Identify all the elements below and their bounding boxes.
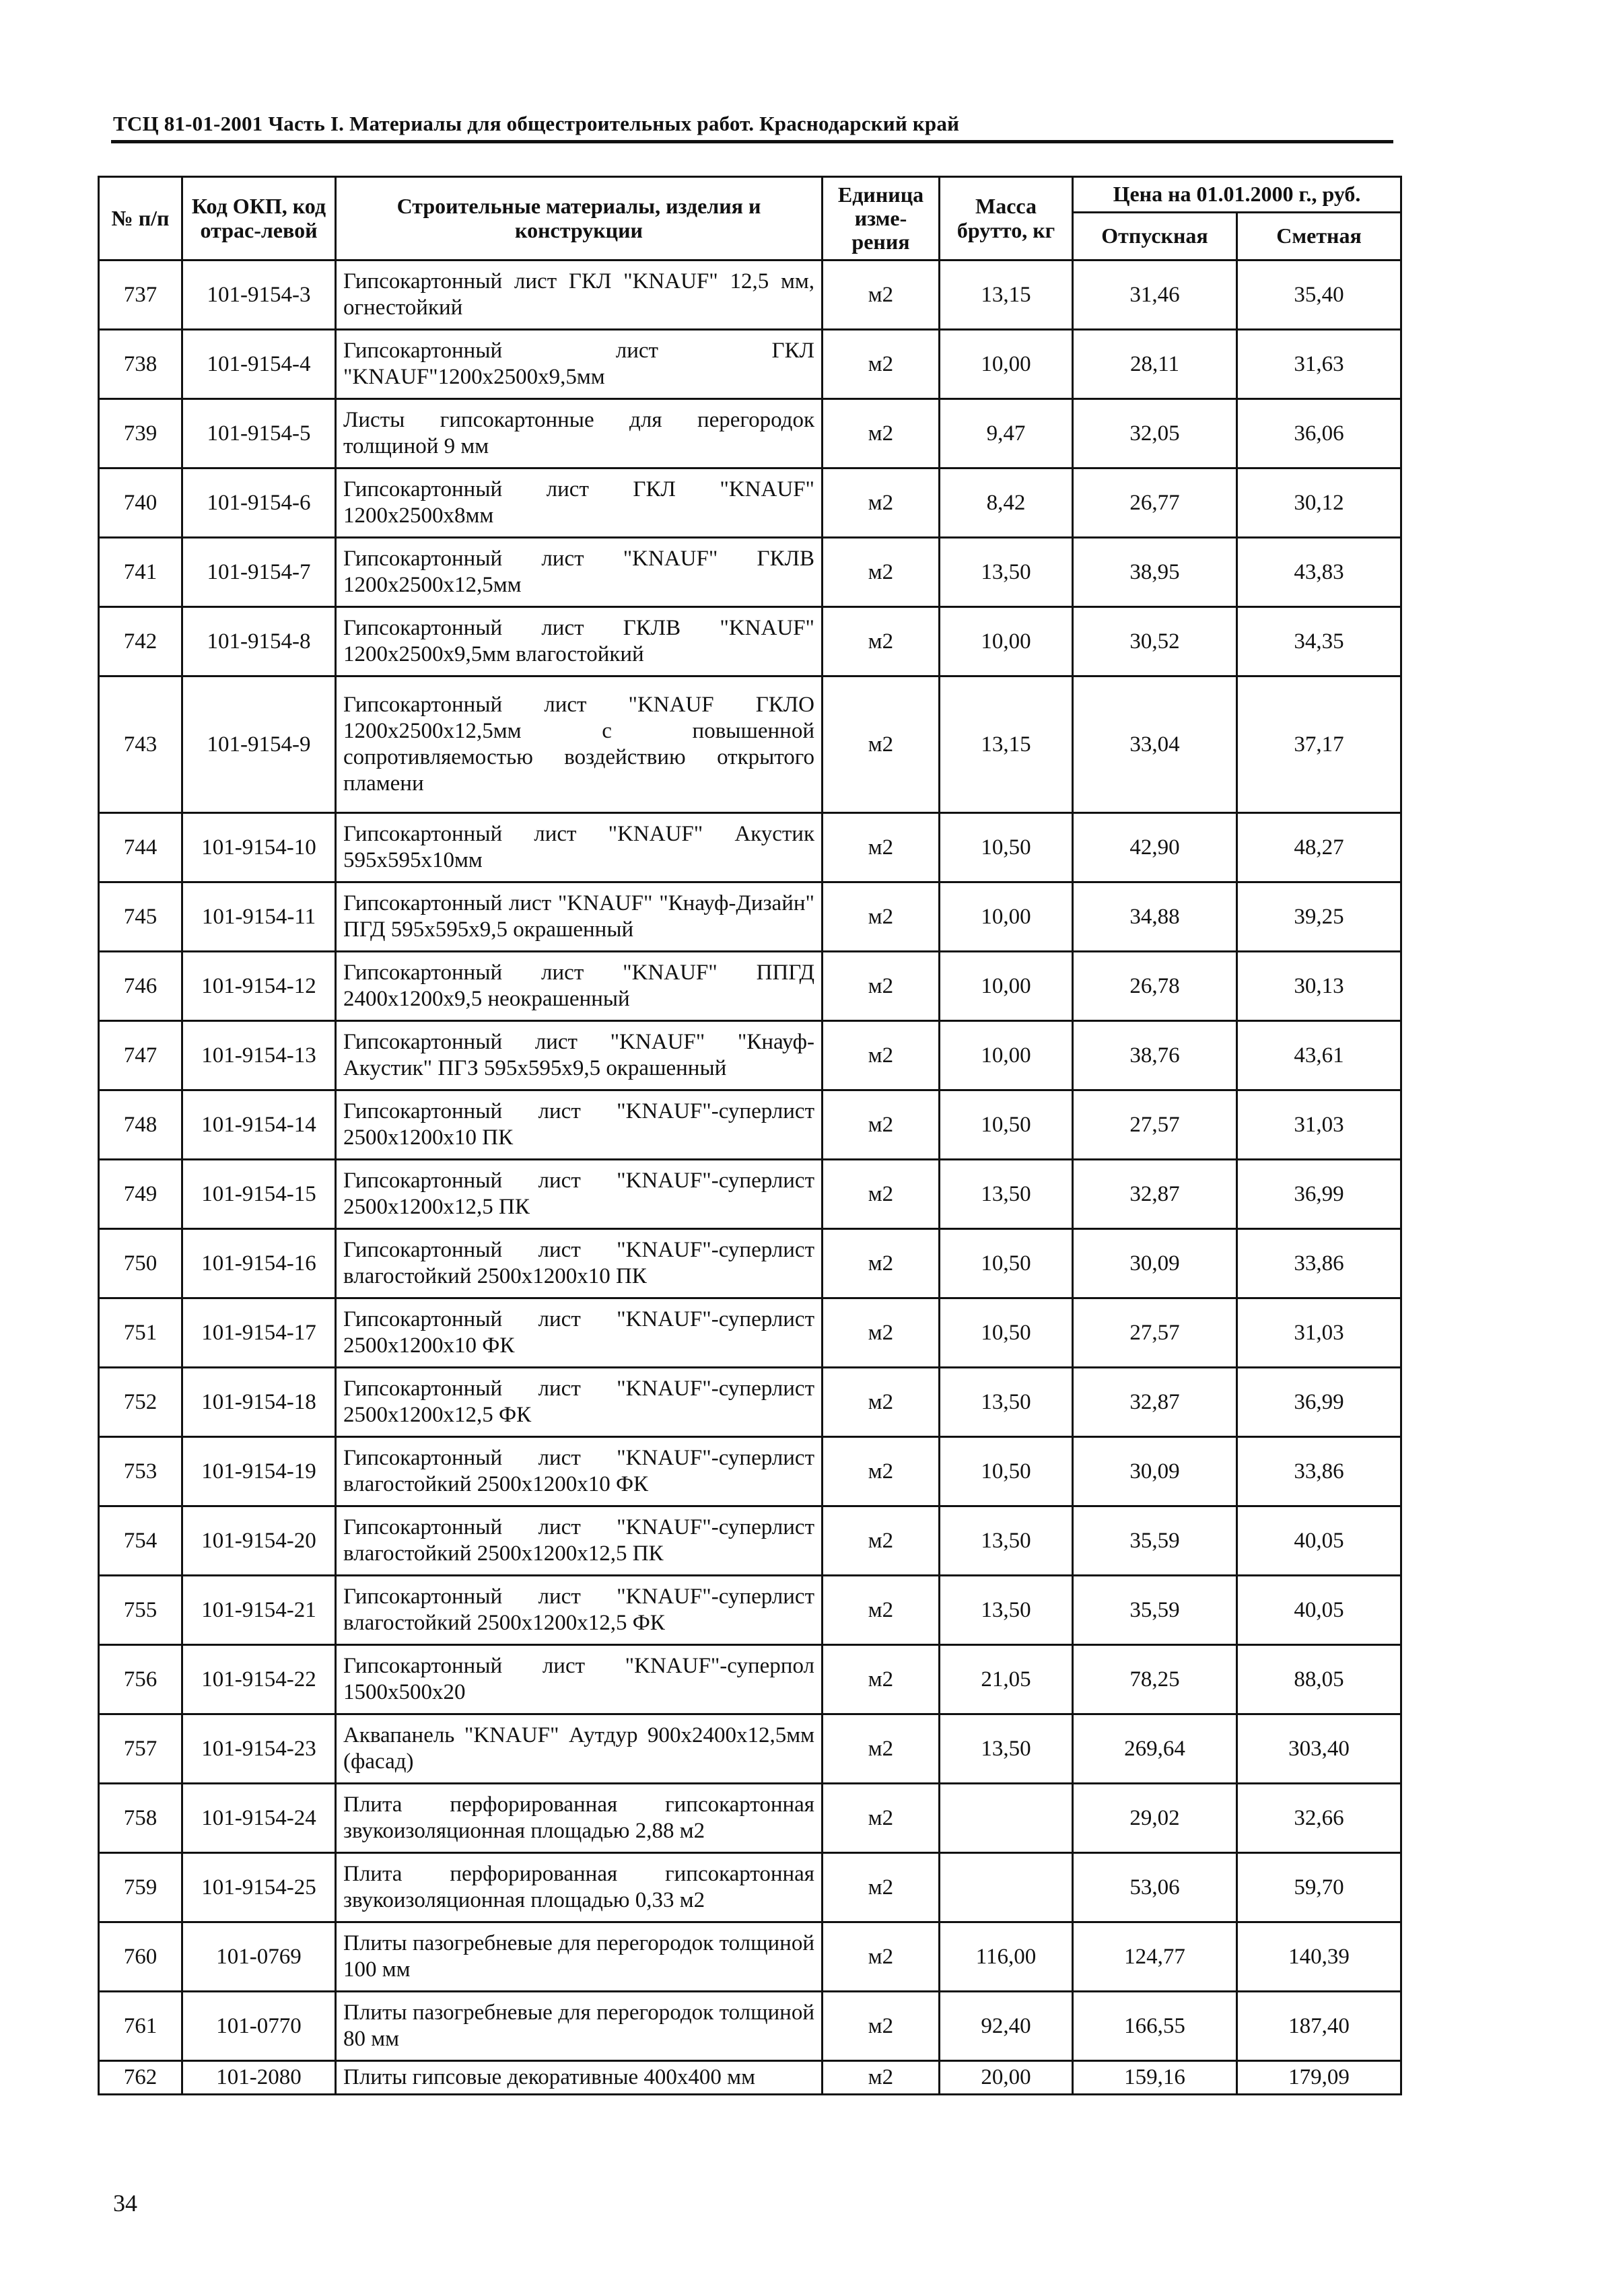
cell-name: Гипсокартонный лист ГКЛ "KNAUF" 12,5 мм, огнестойкий xyxy=(336,260,823,330)
cell-num: 746 xyxy=(99,952,182,1021)
cell-price-estimate: 187,40 xyxy=(1237,1992,1401,2061)
cell-mass: 13,15 xyxy=(940,676,1073,813)
cell-name: Листы гипсокартонные для перегородок толщиной 9 мм xyxy=(336,399,823,468)
cell-code: 101-2080 xyxy=(182,2061,336,2095)
cell-price-estimate: 30,13 xyxy=(1237,952,1401,1021)
cell-price-release: 159,16 xyxy=(1073,2061,1237,2095)
table-row xyxy=(99,399,1401,468)
cell-name: Гипсокартонный лист "KNAUF"-суперлист 2500x1200x10 ПК xyxy=(336,1090,823,1160)
header-rule xyxy=(111,140,1393,143)
cell-price-release: 124,77 xyxy=(1073,1922,1237,1992)
cell-price-estimate: 37,17 xyxy=(1237,676,1401,813)
cell-unit: м2 xyxy=(823,1021,940,1090)
cell-price-release: 31,46 xyxy=(1073,260,1237,330)
cell-price-estimate: 33,86 xyxy=(1237,1229,1401,1298)
cell-code: 101-9154-18 xyxy=(182,1368,336,1437)
table-row xyxy=(99,1784,1401,1853)
cell-mass: 10,00 xyxy=(940,882,1073,952)
cell-mass xyxy=(940,1853,1073,1922)
cell-name: Гипсокартонный лист "KNAUF" "Кнауф-Акустик" ПГЗ 595x595x9,5 окрашенный xyxy=(336,1021,823,1090)
table-row xyxy=(99,330,1401,399)
col-header-name: Строительные материалы, изделия и конструкции xyxy=(336,177,823,260)
cell-name: Плита перфорированная гипсокартонная звукоизоляционная площадью 2,88 м2 xyxy=(336,1784,823,1853)
cell-name: Плиты пазогребневые для перегородок толщиной 80 мм xyxy=(336,1992,823,2061)
cell-num: 737 xyxy=(99,260,182,330)
cell-price-release: 26,77 xyxy=(1073,468,1237,538)
cell-code: 101-9154-6 xyxy=(182,468,336,538)
cell-code: 101-9154-22 xyxy=(182,1645,336,1714)
col-header-num: № п/п xyxy=(99,177,182,260)
cell-price-release: 53,06 xyxy=(1073,1853,1237,1922)
cell-unit: м2 xyxy=(823,399,940,468)
cell-mass: 116,00 xyxy=(940,1922,1073,1992)
col-header-price-release: Отпускная xyxy=(1073,213,1237,260)
col-header-price-group: Цена на 01.01.2000 г., руб. xyxy=(1073,177,1401,213)
cell-mass: 13,50 xyxy=(940,538,1073,607)
cell-code: 101-9154-24 xyxy=(182,1784,336,1853)
cell-num: 747 xyxy=(99,1021,182,1090)
cell-code: 101-9154-3 xyxy=(182,260,336,330)
cell-code: 101-9154-16 xyxy=(182,1229,336,1298)
cell-price-release: 269,64 xyxy=(1073,1714,1237,1784)
cell-name: Гипсокартонный лист ГКЛВ "KNAUF" 1200x2500x9,5мм влагостойкий xyxy=(336,607,823,676)
table-row xyxy=(99,952,1401,1021)
cell-unit: м2 xyxy=(823,1714,940,1784)
cell-name: Гипсокартонный лист "KNAUF ГКЛО 1200x2500x12,5мм с повышенной сопротивляемостью воздействию открытого пламени xyxy=(336,676,823,813)
cell-mass xyxy=(940,1784,1073,1853)
cell-num: 757 xyxy=(99,1714,182,1784)
cell-price-estimate: 303,40 xyxy=(1237,1714,1401,1784)
table-row xyxy=(99,1368,1401,1437)
table-row xyxy=(99,1853,1401,1922)
cell-mass: 9,47 xyxy=(940,399,1073,468)
table-row xyxy=(99,1229,1401,1298)
cell-num: 751 xyxy=(99,1298,182,1368)
cell-price-release: 33,04 xyxy=(1073,676,1237,813)
cell-price-estimate: 179,09 xyxy=(1237,2061,1401,2095)
cell-num: 752 xyxy=(99,1368,182,1437)
cell-num: 745 xyxy=(99,882,182,952)
table-row xyxy=(99,1992,1401,2061)
cell-price-estimate: 36,06 xyxy=(1237,399,1401,468)
cell-mass: 10,50 xyxy=(940,1298,1073,1368)
cell-mass: 92,40 xyxy=(940,1992,1073,2061)
cell-mass: 20,00 xyxy=(940,2061,1073,2095)
cell-name: Аквапанель "KNAUF" Аутдур 900x2400x12,5мм (фасад) xyxy=(336,1714,823,1784)
table-row xyxy=(99,538,1401,607)
table-row xyxy=(99,882,1401,952)
cell-price-estimate: 40,05 xyxy=(1237,1506,1401,1576)
cell-name: Плиты гипсовые декоративные 400x400 мм xyxy=(336,2061,823,2095)
table-row xyxy=(99,1576,1401,1645)
cell-price-estimate: 33,86 xyxy=(1237,1437,1401,1506)
table-row xyxy=(99,607,1401,676)
cell-mass: 13,50 xyxy=(940,1714,1073,1784)
table-row xyxy=(99,1714,1401,1784)
cell-price-estimate: 35,40 xyxy=(1237,260,1401,330)
cell-mass: 13,50 xyxy=(940,1368,1073,1437)
cell-unit: м2 xyxy=(823,1784,940,1853)
cell-num: 758 xyxy=(99,1784,182,1853)
cell-price-release: 38,76 xyxy=(1073,1021,1237,1090)
cell-name: Гипсокартонный лист "KNAUF" ГКЛВ 1200x2500x12,5мм xyxy=(336,538,823,607)
cell-code: 101-9154-17 xyxy=(182,1298,336,1368)
page-number: 34 xyxy=(113,2190,137,2217)
cell-num: 760 xyxy=(99,1922,182,1992)
cell-num: 753 xyxy=(99,1437,182,1506)
cell-code: 101-9154-21 xyxy=(182,1576,336,1645)
cell-price-release: 35,59 xyxy=(1073,1506,1237,1576)
cell-num: 742 xyxy=(99,607,182,676)
cell-unit: м2 xyxy=(823,1437,940,1506)
cell-code: 101-9154-15 xyxy=(182,1160,336,1229)
cell-code: 101-9154-8 xyxy=(182,607,336,676)
cell-name: Гипсокартонный лист "KNAUF"-суперлист 2500x1200x12,5 ФК xyxy=(336,1368,823,1437)
cell-unit: м2 xyxy=(823,468,940,538)
cell-num: 759 xyxy=(99,1853,182,1922)
table-row xyxy=(99,1922,1401,1992)
cell-name: Гипсокартонный лист ГКЛ "KNAUF"1200x2500x9,5мм xyxy=(336,330,823,399)
table-row xyxy=(99,1506,1401,1576)
cell-unit: м2 xyxy=(823,1160,940,1229)
cell-name: Гипсокартонный лист ГКЛ "KNAUF" 1200x2500x8мм xyxy=(336,468,823,538)
col-header-unit: Единица изме-рения xyxy=(823,177,940,260)
cell-mass: 10,00 xyxy=(940,1021,1073,1090)
cell-unit: м2 xyxy=(823,1853,940,1922)
cell-num: 740 xyxy=(99,468,182,538)
cell-mass: 10,50 xyxy=(940,813,1073,882)
cell-price-release: 30,52 xyxy=(1073,607,1237,676)
cell-mass: 13,15 xyxy=(940,260,1073,330)
table-row xyxy=(99,813,1401,882)
cell-price-estimate: 36,99 xyxy=(1237,1160,1401,1229)
table-row xyxy=(99,1298,1401,1368)
cell-mass: 10,50 xyxy=(940,1437,1073,1506)
cell-price-release: 29,02 xyxy=(1073,1784,1237,1853)
cell-name: Гипсокартонный лист "KNAUF"-суперлист влагостойкий 2500x1200x10 ПК xyxy=(336,1229,823,1298)
cell-code: 101-9154-4 xyxy=(182,330,336,399)
cell-price-estimate: 43,61 xyxy=(1237,1021,1401,1090)
cell-name: Гипсокартонный лист "KNAUF"-суперлист 2500x1200x10 ФК xyxy=(336,1298,823,1368)
cell-num: 748 xyxy=(99,1090,182,1160)
table-row xyxy=(99,1437,1401,1506)
cell-code: 101-9154-12 xyxy=(182,952,336,1021)
cell-price-estimate: 88,05 xyxy=(1237,1645,1401,1714)
cell-mass: 8,42 xyxy=(940,468,1073,538)
cell-unit: м2 xyxy=(823,1506,940,1576)
cell-price-release: 30,09 xyxy=(1073,1229,1237,1298)
table-row xyxy=(99,1090,1401,1160)
cell-unit: м2 xyxy=(823,882,940,952)
cell-mass: 13,50 xyxy=(940,1506,1073,1576)
cell-num: 743 xyxy=(99,676,182,813)
cell-code: 101-9154-9 xyxy=(182,676,336,813)
cell-code: 101-9154-23 xyxy=(182,1714,336,1784)
cell-unit: м2 xyxy=(823,330,940,399)
cell-unit: м2 xyxy=(823,2061,940,2095)
cell-price-release: 26,78 xyxy=(1073,952,1237,1021)
cell-mass: 10,00 xyxy=(940,607,1073,676)
cell-num: 762 xyxy=(99,2061,182,2095)
cell-num: 739 xyxy=(99,399,182,468)
cell-unit: м2 xyxy=(823,1576,940,1645)
cell-name: Гипсокартонный лист "KNAUF" "Кнауф-Дизайн" ПГД 595x595x9,5 окрашенный xyxy=(336,882,823,952)
cell-unit: м2 xyxy=(823,1992,940,2061)
table-header-row-1 xyxy=(99,177,1401,213)
cell-code: 101-9154-11 xyxy=(182,882,336,952)
cell-price-estimate: 31,03 xyxy=(1237,1298,1401,1368)
cell-price-estimate: 34,35 xyxy=(1237,607,1401,676)
cell-code: 101-9154-19 xyxy=(182,1437,336,1506)
cell-price-estimate: 40,05 xyxy=(1237,1576,1401,1645)
cell-mass: 21,05 xyxy=(940,1645,1073,1714)
col-header-price-estimate: Сметная xyxy=(1237,213,1401,260)
cell-num: 750 xyxy=(99,1229,182,1298)
cell-code: 101-9154-5 xyxy=(182,399,336,468)
cell-code: 101-9154-7 xyxy=(182,538,336,607)
cell-mass: 13,50 xyxy=(940,1160,1073,1229)
cell-unit: м2 xyxy=(823,952,940,1021)
cell-price-release: 38,95 xyxy=(1073,538,1237,607)
cell-name: Гипсокартонный лист "KNAUF"-суперлист влагостойкий 2500x1200x12,5 ФК xyxy=(336,1576,823,1645)
cell-mass: 10,50 xyxy=(940,1090,1073,1160)
cell-price-release: 42,90 xyxy=(1073,813,1237,882)
cell-price-release: 35,59 xyxy=(1073,1576,1237,1645)
cell-mass: 10,50 xyxy=(940,1229,1073,1298)
table-body xyxy=(99,260,1401,2095)
cell-price-estimate: 59,70 xyxy=(1237,1853,1401,1922)
cell-code: 101-9154-13 xyxy=(182,1021,336,1090)
cell-price-release: 27,57 xyxy=(1073,1298,1237,1368)
cell-code: 101-9154-14 xyxy=(182,1090,336,1160)
cell-code: 101-0770 xyxy=(182,1992,336,2061)
cell-unit: м2 xyxy=(823,813,940,882)
cell-unit: м2 xyxy=(823,260,940,330)
cell-code: 101-0769 xyxy=(182,1922,336,1992)
cell-price-release: 34,88 xyxy=(1073,882,1237,952)
cell-num: 738 xyxy=(99,330,182,399)
cell-price-estimate: 43,83 xyxy=(1237,538,1401,607)
cell-code: 101-9154-25 xyxy=(182,1853,336,1922)
cell-unit: м2 xyxy=(823,1298,940,1368)
page-header-title: ТСЦ 81-01-2001 Часть I. Материалы для общестроительных работ. Краснодарский край xyxy=(113,112,960,135)
table-row xyxy=(99,2061,1401,2095)
cell-name: Гипсокартонный лист "KNAUF"-суперлист влагостойкий 2500x1200x12,5 ПК xyxy=(336,1506,823,1576)
cell-name: Гипсокартонный лист "KNAUF"-суперпол 1500x500x20 xyxy=(336,1645,823,1714)
cell-num: 744 xyxy=(99,813,182,882)
cell-name: Гипсокартонный лист "KNAUF" Акустик 595x595x10мм xyxy=(336,813,823,882)
cell-price-estimate: 31,03 xyxy=(1237,1090,1401,1160)
cell-unit: м2 xyxy=(823,1090,940,1160)
cell-unit: м2 xyxy=(823,1645,940,1714)
cell-mass: 10,00 xyxy=(940,952,1073,1021)
cell-price-estimate: 39,25 xyxy=(1237,882,1401,952)
cell-name: Гипсокартонный лист "KNAUF"-суперлист 2500x1200x12,5 ПК xyxy=(336,1160,823,1229)
cell-name: Гипсокартонный лист "KNAUF"-суперлист влагостойкий 2500x1200x10 ФК xyxy=(336,1437,823,1506)
cell-price-estimate: 36,99 xyxy=(1237,1368,1401,1437)
cell-unit: м2 xyxy=(823,538,940,607)
cell-price-release: 30,09 xyxy=(1073,1437,1237,1506)
cell-num: 761 xyxy=(99,1992,182,2061)
cell-num: 755 xyxy=(99,1576,182,1645)
cell-price-release: 32,87 xyxy=(1073,1368,1237,1437)
table-row xyxy=(99,468,1401,538)
table-row xyxy=(99,1160,1401,1229)
cell-mass: 10,00 xyxy=(940,330,1073,399)
table-row xyxy=(99,1645,1401,1714)
cell-price-release: 166,55 xyxy=(1073,1992,1237,2061)
table-row xyxy=(99,1021,1401,1090)
cell-num: 749 xyxy=(99,1160,182,1229)
cell-price-release: 32,05 xyxy=(1073,399,1237,468)
cell-num: 756 xyxy=(99,1645,182,1714)
cell-code: 101-9154-10 xyxy=(182,813,336,882)
cell-unit: м2 xyxy=(823,1368,940,1437)
cell-num: 741 xyxy=(99,538,182,607)
cell-price-release: 27,57 xyxy=(1073,1090,1237,1160)
cell-code: 101-9154-20 xyxy=(182,1506,336,1576)
cell-price-release: 78,25 xyxy=(1073,1645,1237,1714)
table-row xyxy=(99,260,1401,330)
cell-price-estimate: 30,12 xyxy=(1237,468,1401,538)
cell-unit: м2 xyxy=(823,1229,940,1298)
cell-name: Гипсокартонный лист "KNAUF" ППГД 2400x1200x9,5 неокрашенный xyxy=(336,952,823,1021)
cell-name: Плиты пазогребневые для перегородок толщиной 100 мм xyxy=(336,1922,823,1992)
col-header-mass: Масса брутто, кг xyxy=(940,177,1073,260)
table-row xyxy=(99,676,1401,813)
cell-price-estimate: 140,39 xyxy=(1237,1922,1401,1992)
cell-unit: м2 xyxy=(823,1922,940,1992)
cell-unit: м2 xyxy=(823,607,940,676)
cell-unit: м2 xyxy=(823,676,940,813)
cell-name: Плита перфорированная гипсокартонная звукоизоляционная площадью 0,33 м2 xyxy=(336,1853,823,1922)
cell-mass: 13,50 xyxy=(940,1576,1073,1645)
cell-price-release: 28,11 xyxy=(1073,330,1237,399)
materials-price-table xyxy=(98,176,1402,2095)
cell-price-estimate: 48,27 xyxy=(1237,813,1401,882)
cell-price-release: 32,87 xyxy=(1073,1160,1237,1229)
cell-price-estimate: 32,66 xyxy=(1237,1784,1401,1853)
cell-price-estimate: 31,63 xyxy=(1237,330,1401,399)
col-header-code: Код ОКП, код отрас-левой xyxy=(182,177,336,260)
cell-num: 754 xyxy=(99,1506,182,1576)
